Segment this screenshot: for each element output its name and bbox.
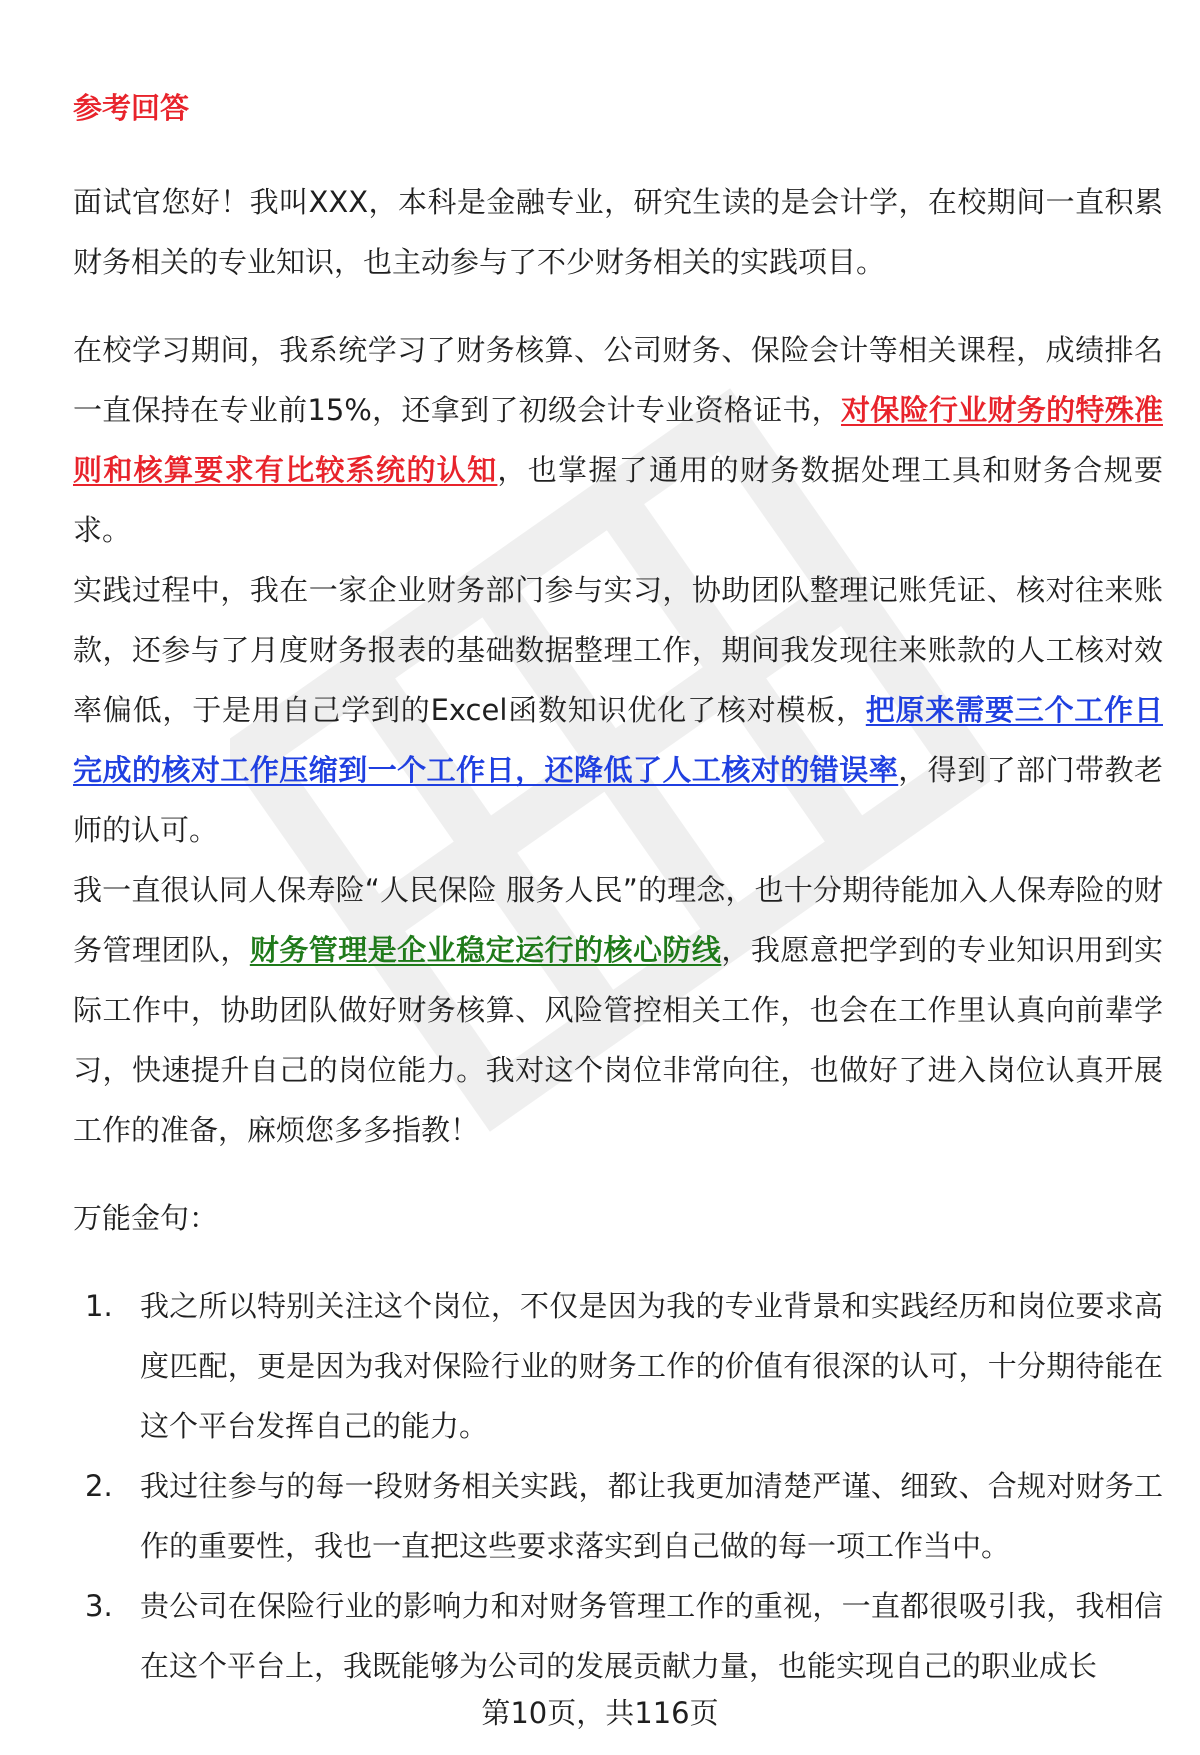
spacer <box>73 1248 1163 1276</box>
list-number: 2. <box>85 1469 113 1503</box>
study-highlight: 对保险行业财务的特殊准则和核算要求有比较系统的认知 <box>73 393 1163 487</box>
list-item <box>85 1576 1163 1696</box>
motivation-paragraph <box>73 860 1163 1160</box>
page-footer: 第10页，共116页 <box>481 1696 719 1730</box>
list-text: 我之所以特别关注这个岗位，不仅是因为我的专业背景和实践经历和岗位要求高度匹配，更是因为我对保险行业的财务工作的价值有很深的认可，十分期待能在这个平台发挥自己的能力。 <box>140 1289 1163 1443</box>
study-text-end: ，也掌握了通用的财务数据处理工具和财务合规要求。 <box>73 453 1163 547</box>
list-text: 我过往参与的每一段财务相关实践，都让我更加清楚严谨、细致、合规对财务工作的重要性，我也一直把这些要求落实到自己做的每一项工作当中。 <box>140 1469 1163 1563</box>
motivation-highlight: 财务管理是企业稳定运行的核心防线 <box>249 933 722 967</box>
practice-paragraph <box>73 560 1163 860</box>
list-item <box>85 1456 1163 1576</box>
study-paragraph <box>73 320 1163 560</box>
list-number: 3. <box>85 1589 113 1623</box>
document-body <box>73 88 1163 1696</box>
phrases-list <box>73 1276 1163 1696</box>
motivation-text: 我一直很认同人保寿险“人民保险 服务人民”的理念，也十分期待能加入人保寿险的财务管理团队， <box>73 873 1163 967</box>
list-text: 贵公司在保险行业的影响力和对财务管理工作的重视，一直都很吸引我，我相信在这个平台上，我既能够为公司的发展贡献力量，也能实现自己的职业成长 <box>140 1589 1163 1683</box>
section-heading: 参考回答 <box>73 91 190 125</box>
spacer <box>73 292 1163 320</box>
spacer <box>73 1160 1163 1188</box>
list-item <box>85 1276 1163 1456</box>
practice-highlight: 把原来需要三个工作日完成的核对工作压缩到一个工作日，还降低了人工核对的错误率 <box>73 693 1163 787</box>
practice-text: 实践过程中，我在一家企业财务部门参与实习，协助团队整理记账凭证、核对往来账款，还参与了月度财务报表的基础数据整理工作，期间我发现往来账款的人工核对效率偏低，于是用自己学到的Excel函数知识优化了核对模板， <box>73 573 1163 727</box>
practice-text-end: ，得到了部门带教老师的认可。 <box>73 753 1163 847</box>
list-number: 1. <box>85 1289 113 1323</box>
study-text: 在校学习期间，我系统学习了财务核算、公司财务、保险会计等相关课程，成绩排名一直保持在专业前15%，还拿到了初级会计专业资格证书， <box>73 333 1163 427</box>
intro-paragraph: 面试官您好！我叫XXX，本科是金融专业，研究生读的是会计学，在校期间一直积累财务相关的专业知识，也主动参与了不少财务相关的实践项目。 <box>73 185 1163 279</box>
phrases-title: 万能金句： <box>73 1201 219 1235</box>
motivation-text-end: ，我愿意把学到的专业知识用到实际工作中，协助团队做好财务核算、风险管控相关工作，也会在工作里认真向前辈学习，快速提升自己的岗位能力。我对这个岗位非常向往，也做好了进入岗位认真开展工作的准备，麻烦您多多指教！ <box>73 933 1163 1147</box>
